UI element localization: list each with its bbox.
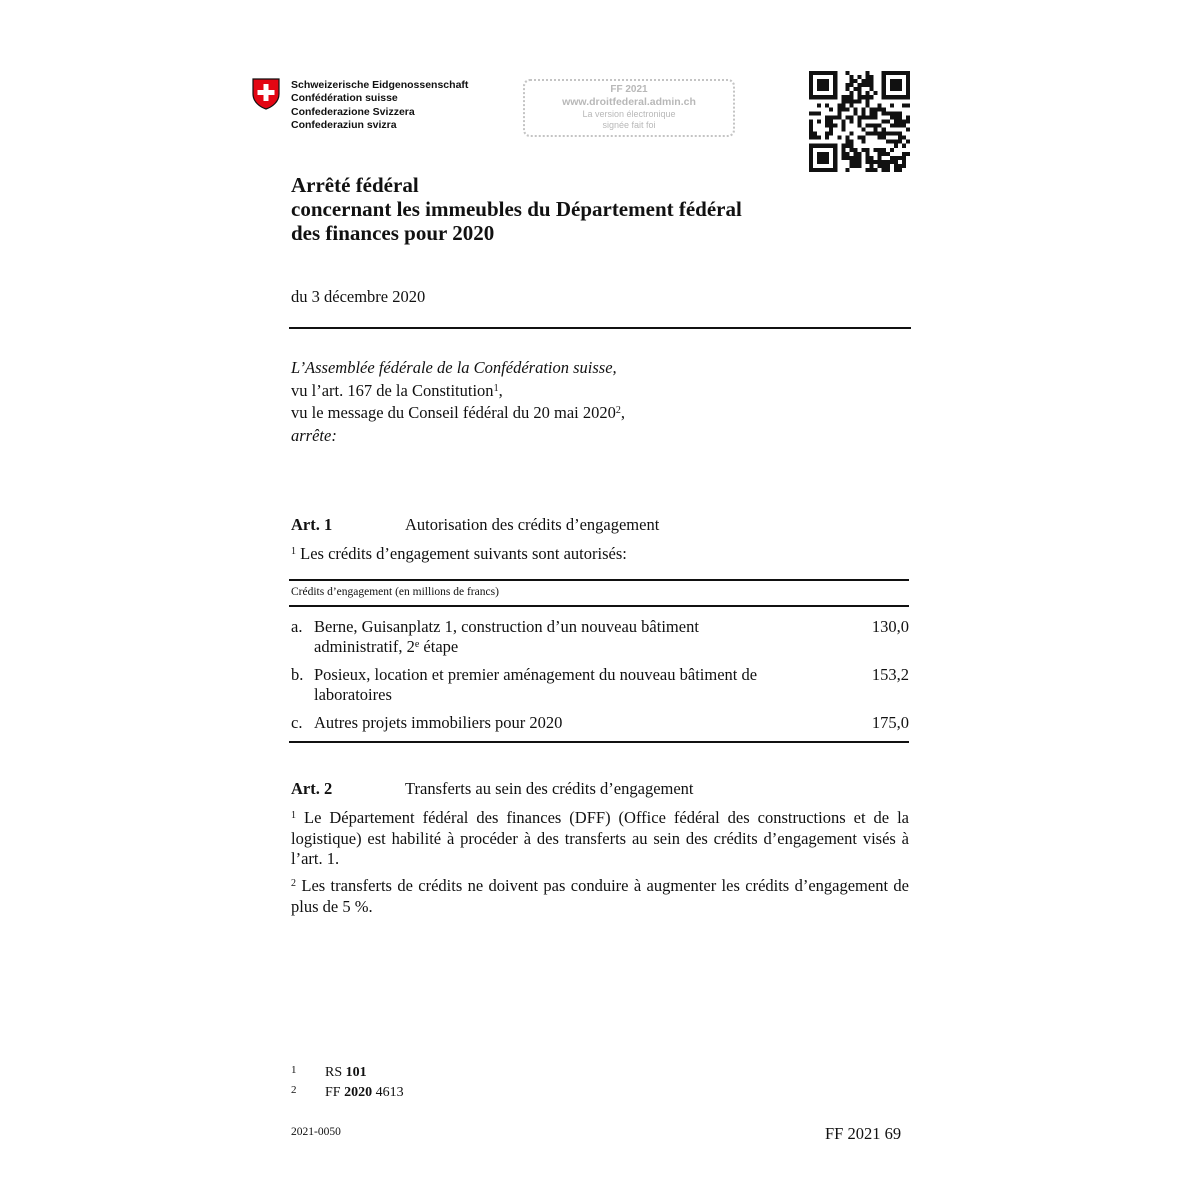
table-row	[291, 665, 909, 705]
preamble	[291, 357, 625, 447]
stamp-url: www.droitfederal.admin.ch	[562, 96, 696, 108]
title-line-2: concernant les immeubles du Département fédéral	[291, 197, 742, 221]
preamble-constitution: vu l’art. 167 de la Constitution$^1$,	[291, 380, 503, 400]
confederation-name	[291, 79, 468, 132]
title-line-1: Arrêté fédéral	[291, 173, 419, 197]
preamble-assembly: L’Assemblée fédérale de la Confédération suisse,	[291, 358, 617, 377]
row-text: Berne, Guisanplatz 1, construction d’un nouveau bâtiment administratif, 2e étape	[314, 617, 699, 656]
document-title	[291, 173, 742, 245]
row-value: 153,2	[871, 665, 909, 684]
row-letter: a.	[291, 617, 303, 636]
art2-heading	[291, 779, 694, 799]
title-line-3: des finances pour 2020	[291, 221, 495, 245]
qr-code-icon	[809, 71, 910, 172]
confed-line-fr: Confédération suisse	[291, 92, 398, 105]
table-row	[291, 617, 909, 657]
table-header-rule	[289, 605, 909, 607]
table-header: Crédits d’engagement (en millions de francs)	[291, 586, 499, 598]
footnote-2: 2 FF 2020 4613	[291, 1083, 404, 1100]
art2-title: Transferts au sein des crédits d’engagement	[405, 779, 694, 798]
confed-line-rm: Confederaziun svizra	[291, 118, 397, 131]
page-reference: FF 2021 69	[825, 1124, 902, 1143]
confed-line-de: Schweizerische Eidgenossenschaft	[291, 79, 469, 91]
document-number: 2021-0050	[291, 1126, 341, 1138]
art1-number: Art. 1	[291, 515, 333, 534]
document-date: du 3 décembre 2020	[291, 287, 426, 306]
preamble-decides: arrête:	[291, 425, 337, 445]
stamp-note-2: signée fait foi	[602, 120, 656, 130]
row-text: Posieux, location et premier aménagement du nouveau bâtiment de laboratoires	[314, 665, 758, 704]
art2-paragraph-2: $^2$ Les transferts de crédits ne doivent pas conduire à augmenter les crédits d’engagement de plus de 5 %.	[291, 876, 909, 916]
table-bottom-rule	[289, 741, 909, 743]
row-letter: c.	[291, 713, 303, 732]
art2-paragraph-1: $^1$ Le Département fédéral des finances (DFF) (Office fédéral des constructions et de la logistique) est habilité à procéder à des transferts au sein des crédits d’engagement visés à l’art. 1.	[291, 808, 909, 868]
preamble-message: vu le message du Conseil fédéral du 20 mai 2020$^2$,	[291, 403, 626, 422]
title-divider	[289, 327, 911, 329]
electronic-version-stamp	[523, 79, 735, 137]
art2-number: Art. 2	[291, 779, 333, 798]
footnote-ref-2[interactable]: 2	[615, 405, 621, 416]
stamp-note-1: La version électronique	[582, 109, 676, 119]
row-letter: b.	[291, 665, 304, 684]
art1-title: Autorisation des crédits d’engagement	[405, 515, 660, 534]
row-text: Autres projets immobiliers pour 2020	[314, 713, 563, 732]
swiss-crest-icon	[252, 78, 280, 110]
row-value: 175,0	[871, 713, 909, 732]
art1-paragraph-1: $^1$ Les crédits d’engagement suivants sont autorisés:	[291, 544, 627, 563]
row-value: 130,0	[871, 617, 909, 636]
art1-heading	[291, 515, 659, 535]
footnote-1: 1 RS 101	[291, 1064, 367, 1080]
table-top-rule	[289, 579, 909, 581]
confed-line-it: Confederazione Svizzera	[291, 105, 415, 118]
footnotes	[291, 1062, 404, 1101]
footnote-ref-1[interactable]: 1	[493, 382, 499, 394]
stamp-publication: FF 2021	[610, 84, 648, 95]
table-row	[291, 713, 909, 733]
